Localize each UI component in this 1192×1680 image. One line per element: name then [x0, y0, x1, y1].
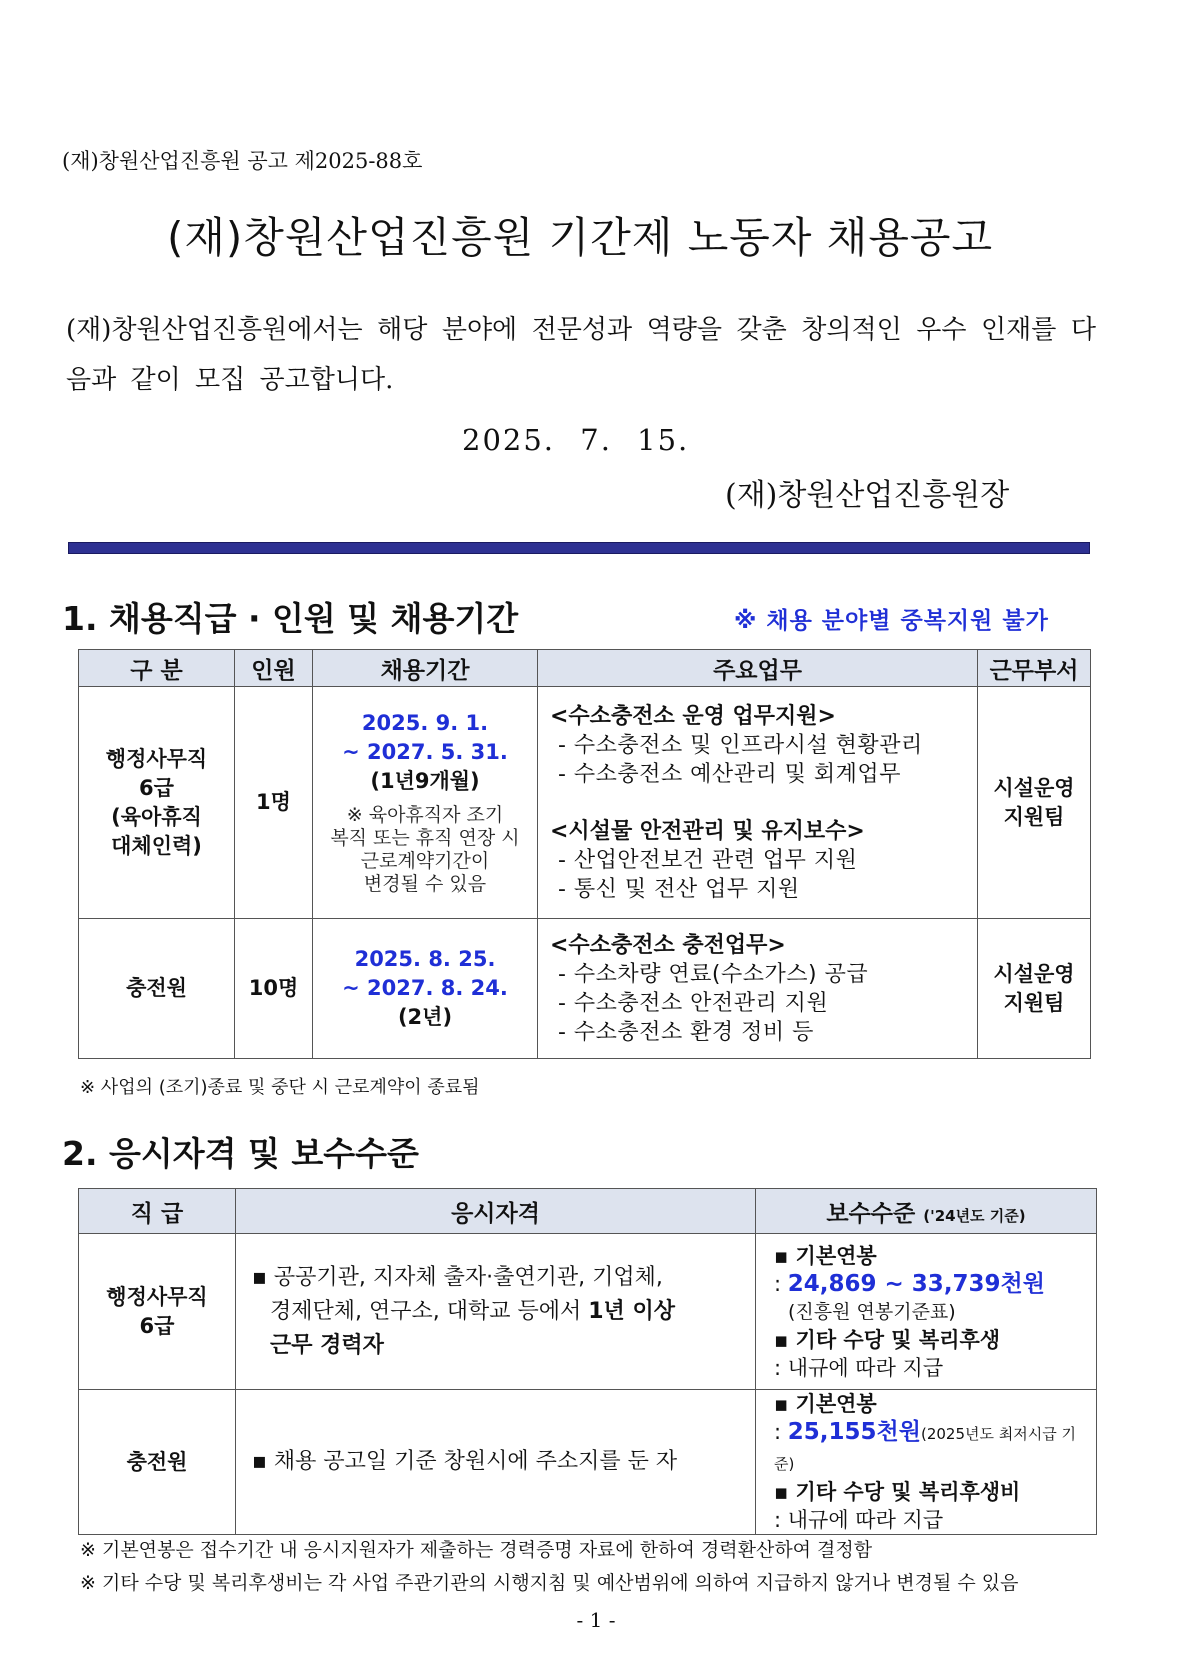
count-cell: 10명 [235, 919, 313, 1059]
extra-benefit-label: ▪ 기타 수당 및 복리후생비 [774, 1480, 1021, 1504]
pay-cell [756, 1390, 1097, 1535]
period-cell [313, 687, 538, 919]
duty-group-head: <수소충전소 운영 업무지원> [550, 703, 836, 729]
col-header-count: 인원 [235, 650, 313, 687]
page-number: - 1 - [576, 1608, 616, 1632]
col-header-category: 구 분 [79, 650, 235, 687]
grade-line: (육아휴직 [111, 804, 202, 829]
grade-line: 충전원 [126, 976, 187, 1000]
table-row [79, 1234, 1097, 1390]
base-salary-colon: : [774, 1420, 782, 1444]
qualification-cell [236, 1234, 756, 1390]
grade-line: 대체인력) [111, 833, 202, 858]
qualification-line: 근무 경력자 [270, 1332, 384, 1358]
dept-line: 시설운영 [993, 961, 1075, 986]
extra-benefit-label: ▪ 기타 수당 및 복리후생 [774, 1327, 1001, 1352]
qualification-cell [236, 1390, 756, 1535]
notice-date: 2025. 7. 15. [462, 423, 690, 457]
base-salary-label: ▪ 기본연봉 [774, 1392, 877, 1416]
base-salary-amount: 24,869 ~ 33,739천원 [787, 1270, 1045, 1297]
qualification-line: ▪ 공공기관, 지자체 출자·출연기관, 기업체, [252, 1264, 663, 1290]
qualification-table [78, 1188, 1097, 1535]
section2-title: 2. 응시자격 및 보수수준 [62, 1134, 419, 1173]
duty-group-head: <수소충전소 충전업무> [550, 932, 786, 958]
table-header-row [79, 1189, 1097, 1234]
col-header-duties: 주요업무 [538, 650, 978, 687]
col-header-grade: 직 급 [79, 1189, 236, 1234]
period-length: (1년9개월) [370, 769, 480, 793]
base-salary-line [774, 1270, 1096, 1298]
period-cell [313, 919, 538, 1059]
grade-line: 충전원 [126, 1449, 188, 1474]
base-salary-sub: (진흥원 연봉기준표) [788, 1300, 956, 1323]
period-start: 2025. 9. 1. [361, 711, 489, 735]
dept-line: 지원팀 [1003, 804, 1065, 829]
qualification-line: ▪ 채용 공고일 기준 창원시에 주소지를 둔 자 [252, 1449, 678, 1474]
duty-item: - 수소충전소 안전관리 지원 [558, 990, 829, 1016]
table-row [79, 687, 1091, 919]
pay-header-note: ('24년도 기준) [923, 1206, 1026, 1225]
duties-cell [538, 687, 978, 919]
table-row [79, 1390, 1097, 1535]
col-header-qualification: 응시자격 [236, 1189, 756, 1234]
dept-line: 시설운영 [993, 775, 1075, 800]
grade-cell [79, 1234, 236, 1390]
base-salary-basis: (2025년도 최저시급 기준) [774, 1425, 1076, 1473]
duty-item: - 통신 및 전산 업무 지원 [558, 876, 800, 902]
qualification-line [252, 1295, 755, 1329]
col-header-period: 채용기간 [313, 650, 538, 687]
duties-cell [538, 919, 978, 1059]
dept-cell [978, 687, 1091, 919]
duty-item: - 수소충전소 환경 정비 등 [558, 1019, 814, 1045]
section1-note: ※ 채용 분야별 중복지원 불가 [734, 608, 1049, 634]
base-salary-line [774, 1418, 1096, 1478]
intro-paragraph: (재)창원산업진흥원에서는 해당 분야에 전문성과 역량을 갖춘 창의적인 우수 인재를 다음과 같이 모집 공고합니다. [66, 315, 1096, 395]
issuer-name: (재)창원산업진흥원장 [725, 478, 1010, 513]
period-note-line: ※ 육아휴직자 조기 [346, 804, 504, 826]
period-note-line: 근로계약기간이 [360, 850, 490, 872]
col-header-dept: 근무부서 [978, 650, 1091, 687]
section2-footnote: ※ 기본연봉은 접수기간 내 응시지원자가 제출하는 경력증명 자료에 한하여 경력환산하여 결정함 [80, 1539, 873, 1561]
section2-footnote: ※ 기타 수당 및 복리후생비는 각 사업 주관기관의 시행지침 및 예산범위에 의하여 지급하지 않거나 변경될 수 있음 [80, 1572, 1019, 1594]
duty-item: - 수소충전소 예산관리 및 회계업무 [558, 761, 901, 787]
period-note-line: 복직 또는 휴직 연장 시 [330, 827, 520, 849]
grade-line: 행정사무직 [105, 746, 208, 771]
grade-line: 6급 [139, 1313, 175, 1338]
notice-number: (재)창원산업진흥원 공고 제2025-88호 [62, 149, 423, 173]
duty-item: - 산업안전보건 관련 업무 지원 [558, 847, 858, 873]
col-header-pay [756, 1189, 1097, 1234]
grade-line: 행정사무직 [106, 1284, 208, 1309]
dept-cell [978, 919, 1091, 1059]
extra-benefit-value: : 내규에 따라 지급 [774, 1355, 944, 1380]
base-salary-amount: 25,155천원 [787, 1419, 921, 1445]
period-start: 2025. 8. 25. [354, 947, 496, 971]
section1-title: 1. 채용직급 · 인원 및 채용기간 [62, 599, 519, 638]
period-note-line: 변경될 수 있음 [363, 873, 487, 895]
duty-group-head: <시설물 안전관리 및 유지보수> [550, 818, 865, 844]
section1-footnote: ※ 사업의 (조기)종료 및 중단 시 근로계약이 종료됨 [80, 1077, 480, 1098]
pay-header-label: 보수수준 [826, 1200, 916, 1227]
dept-line: 지원팀 [1003, 990, 1065, 1015]
recruitment-table [78, 649, 1091, 1059]
page-title: (재)창원산업진흥원 기간제 노동자 채용공고 [166, 213, 994, 262]
period-end: ~ 2027. 5. 31. [342, 740, 508, 764]
qualification-emphasis: 1년 이상 [588, 1298, 675, 1324]
base-salary-label: ▪ 기본연봉 [774, 1243, 877, 1268]
grade-cell [79, 919, 235, 1059]
table-header-row [79, 650, 1091, 687]
grade-line: 6급 [139, 775, 174, 800]
extra-benefit-value: : 내규에 따라 지급 [774, 1508, 944, 1532]
grade-cell [79, 687, 235, 919]
divider-rule [68, 542, 1090, 554]
period-end: ~ 2027. 8. 24. [342, 976, 508, 1000]
duty-item: - 수소충전소 및 인프라시설 현황관리 [558, 732, 923, 758]
pay-cell [756, 1234, 1097, 1390]
grade-cell [79, 1390, 236, 1535]
count-cell: 1명 [235, 687, 313, 919]
period-length: (2년) [397, 1005, 453, 1029]
qualification-text: 경제단체, 연구소, 대학교 등에서 [270, 1298, 582, 1324]
duty-item: - 수소차량 연료(수소가스) 공급 [558, 961, 869, 987]
table-row [79, 919, 1091, 1059]
base-salary-colon: : [774, 1271, 782, 1296]
